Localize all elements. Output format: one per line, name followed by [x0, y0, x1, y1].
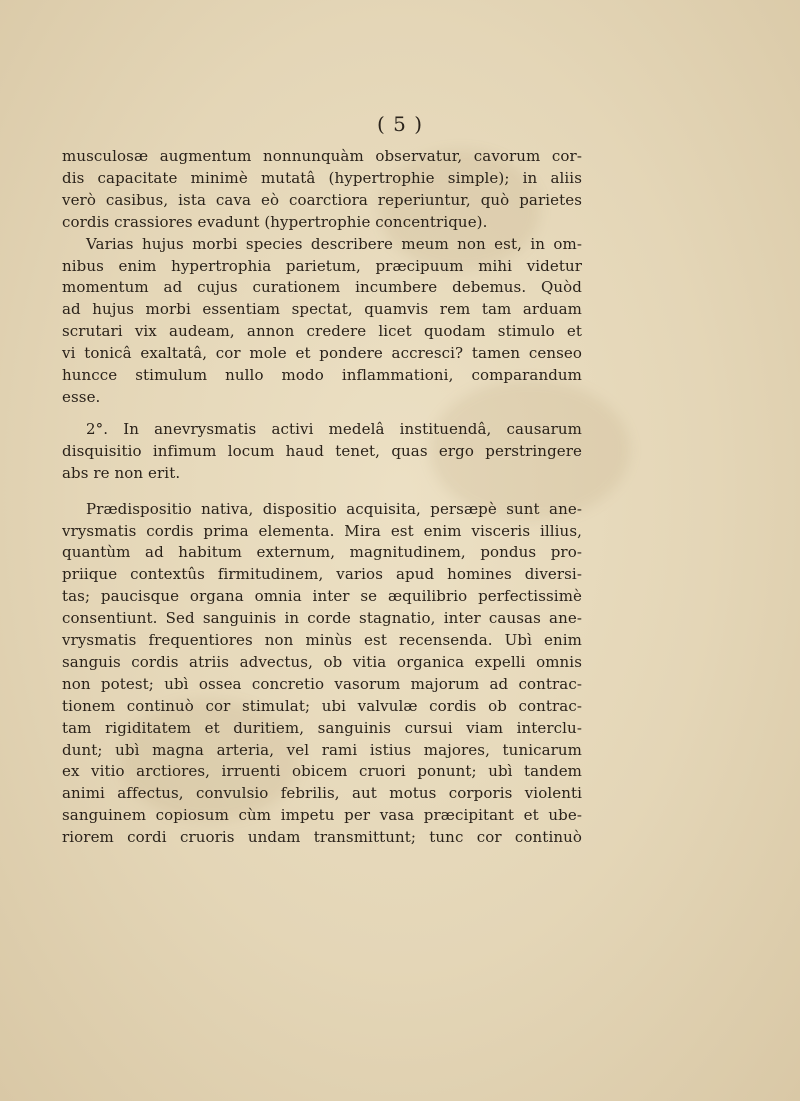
paragraph-p3: [62, 419, 582, 485]
text-line: musculosæ augmentum nonnunquàm observatur, cavorum cor-: [62, 147, 582, 165]
text-line: sanguis cordis atriis advectus, ob vitia organica expelli omnis: [62, 652, 582, 671]
text-line: vrysmatis cordis prima elementa. Mira est enim visceris illius,: [62, 521, 582, 540]
text-line: vi tonicâ exaltatâ, cor mole et pondere accresci? tamen censeo: [62, 344, 582, 363]
text-line: quantùm ad habitum externum, magnitudinem, pondus pro-: [62, 543, 582, 562]
page-number: ( 5 ): [376, 112, 424, 136]
text-line: tionem continuò cor stimulat; ubi valvulæ cordis ob contrac-: [62, 696, 582, 715]
text-line: 2°. In anevrysmatis activi medelâ instituendâ, causarum: [86, 419, 582, 438]
text-line: huncce stimulum nullo modo inflammationi, comparandum: [62, 366, 582, 385]
text-line: non potest; ubì ossea concretio vasorum majorum ad contrac-: [62, 674, 582, 693]
paragraph-p2: [62, 234, 582, 409]
text-line: disquisitio infimum locum haud tenet, quas ergo perstringere: [62, 441, 582, 460]
text-line: verò casibus, ista cava eò coarctiora reperiuntur, quò parietes: [62, 190, 582, 209]
text-line: Prædispositio nativa, dispositio acquisita, persæpè sunt ane-: [86, 499, 582, 518]
text-line: scrutari vix audeam, annon credere licet quodam stimulo et: [62, 322, 582, 341]
body-text: [62, 146, 582, 849]
text-line: dis capacitate minimè mutatâ (hypertrophie simple); in aliis: [62, 168, 582, 187]
text-line: abs re non erit.: [62, 463, 181, 482]
text-line: ex vitio arctiores, irruenti obicem cruori ponunt; ubì tandem: [62, 762, 582, 781]
text-line: cordis crassiores evadunt (hypertrophie concentrique).: [62, 212, 488, 231]
text-line: momentum ad cujus curationem incumbere debemus. Quòd: [62, 278, 582, 297]
paragraph-p4: [62, 499, 582, 850]
text-line: tas; paucisque organa omnia inter se æquilibrio perfectissimè: [62, 587, 582, 606]
text-line: animi affectus, convulsio febrilis, aut motus corporis violenti: [62, 784, 582, 803]
text-line: tam rigiditatem et duritiem, sanguinis cursui viam interclu-: [62, 718, 582, 737]
text-line: nibus enim hypertrophia parietum, præcipuum mihi videtur: [62, 256, 582, 275]
text-line: riorem cordi cruoris undam transmittunt; tunc cor continuò: [62, 828, 582, 847]
paragraph-p1: [62, 146, 582, 234]
text-line: esse.: [62, 387, 101, 406]
text-line: sanguinem copiosum cùm impetu per vasa præcipitant et ube-: [62, 806, 582, 825]
text-line: vrysmatis frequentiores non minùs est recensenda. Ubì enim: [62, 631, 582, 650]
text-line: dunt; ubì magna arteria, vel rami istius majores, tunicarum: [62, 740, 582, 759]
text-line: priique contextûs firmitudinem, varios apud homines diversi-: [62, 565, 582, 584]
text-line: ad hujus morbi essentiam spectat, quamvis rem tam arduam: [62, 300, 582, 319]
text-line: consentiunt. Sed sanguinis in corde stagnatio, inter causas ane-: [62, 609, 582, 628]
text-line: Varias hujus morbi species describere meum non est, in om-: [86, 234, 582, 253]
